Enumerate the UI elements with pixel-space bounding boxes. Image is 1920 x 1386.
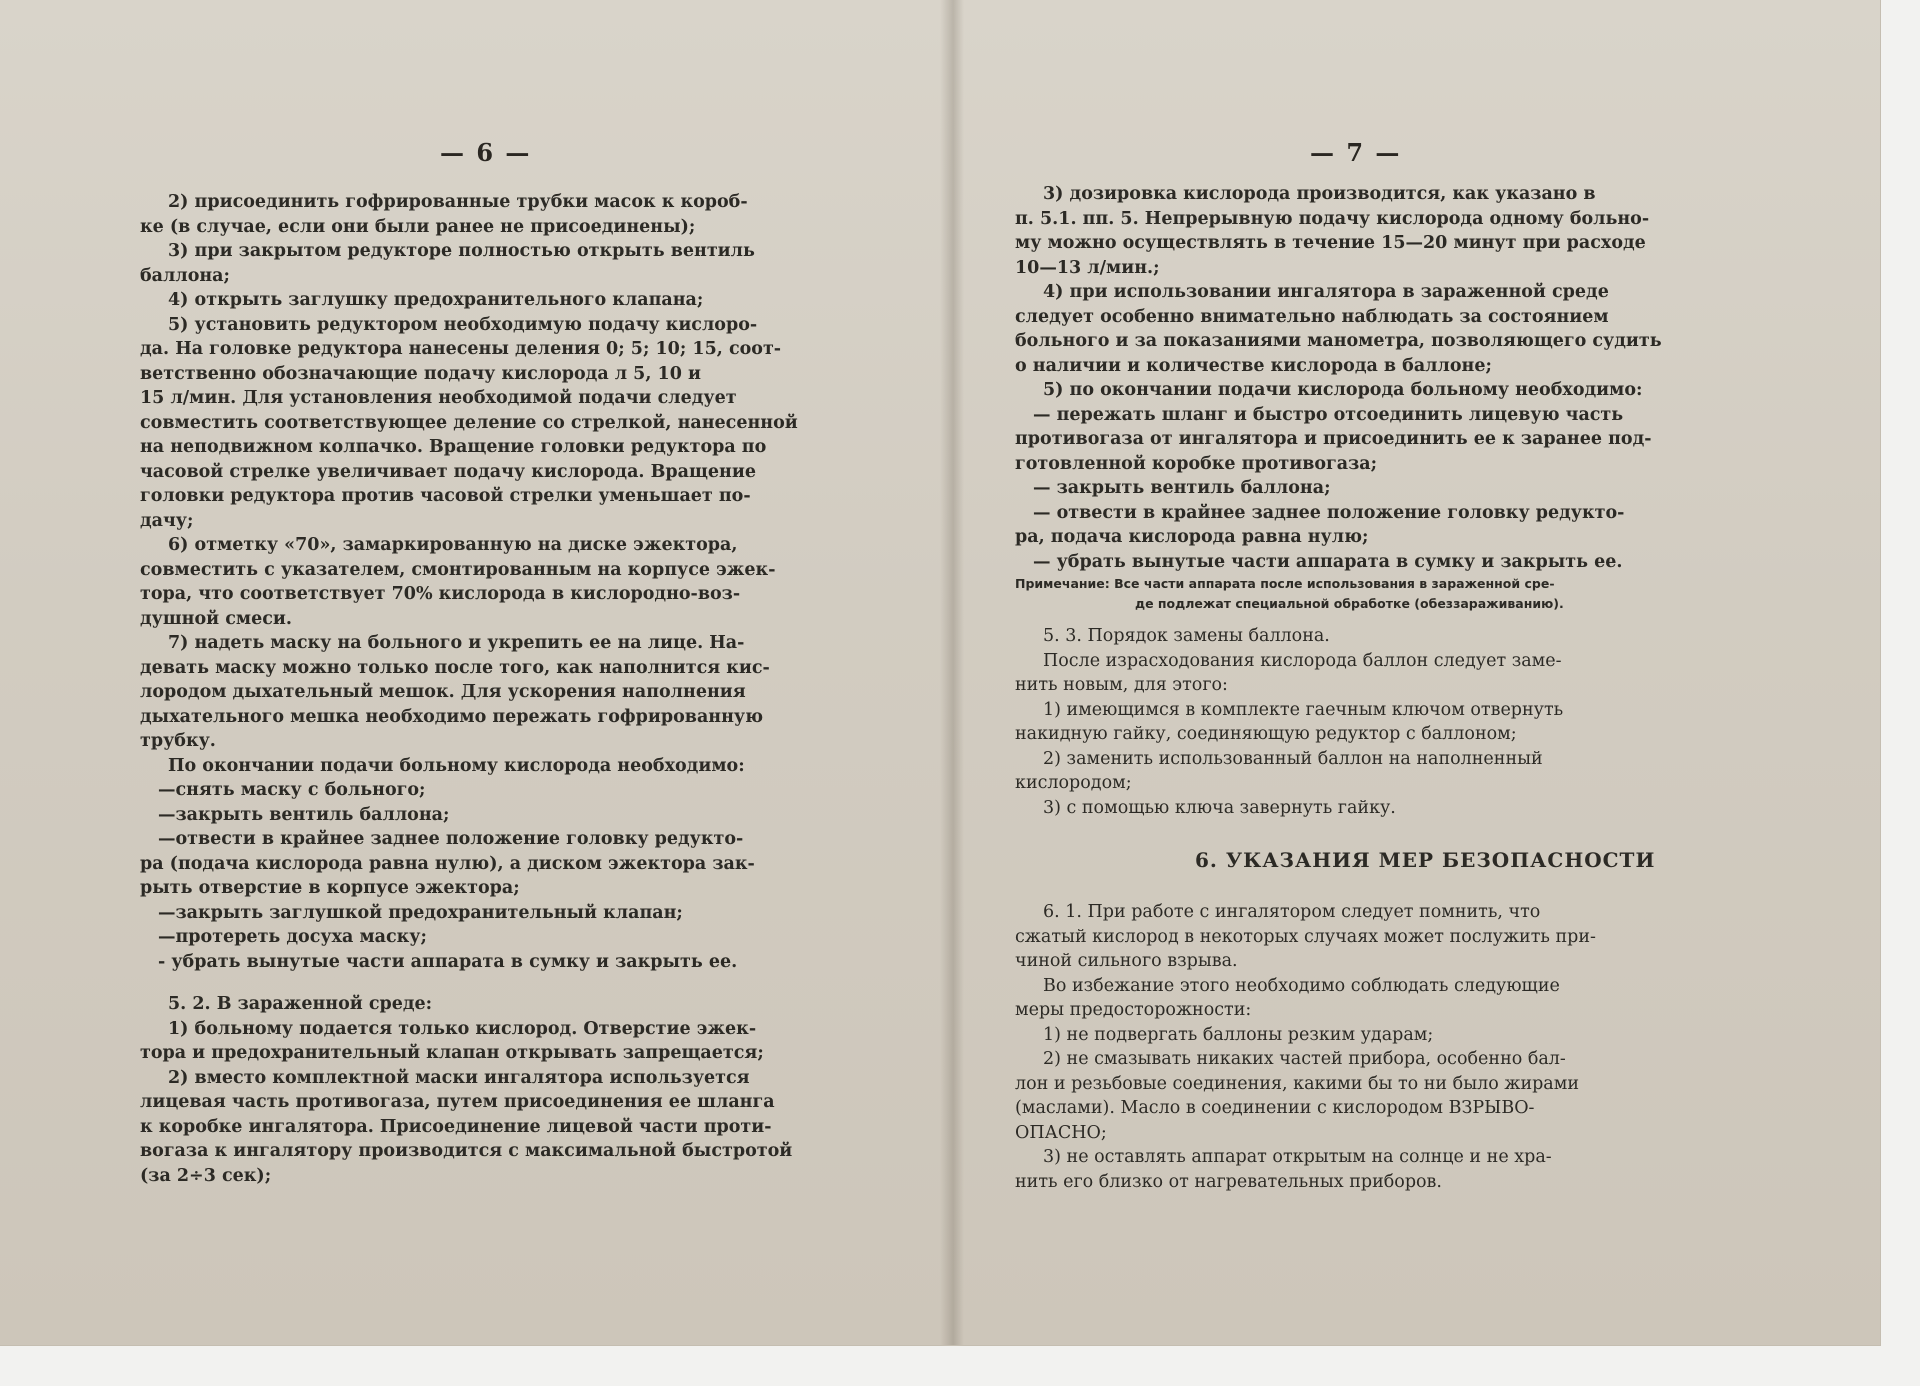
text-line: 10—13 л/мин.; — [1015, 257, 1160, 278]
text-line: вогаза к ингалятору производится с максимальной быстротой — [140, 1141, 793, 1161]
note-line: де подлежат специальной обработке (обеззараживанию). — [1135, 596, 1564, 611]
text-line: 6. 1. При работе с ингалятором следует помнить, что — [1043, 902, 1541, 922]
text-line: противогаза от ингалятора и присоединить ее к заранее под- — [1015, 429, 1652, 449]
text-line: совместить соответствующее деление со стрелкой, нанесенной — [140, 412, 798, 433]
text-line: 5) установить редуктором необходимую подачу кислоро- — [168, 314, 758, 335]
text-line: сжатый кислород в некоторых случаях может послужить при- — [1015, 926, 1596, 947]
section-heading-safety: 6. УКАЗАНИЯ МЕР БЕЗОПАСНОСТИ — [1195, 848, 1656, 872]
text-line: ра (подача кислорода равна нулю), а диском эжектора зак- — [140, 853, 755, 874]
text-line: 2) не смазывать никаких частей прибора, особенно бал- — [1043, 1049, 1566, 1069]
text-line: больного и за показаниями манометра, позволяющего судить — [1015, 331, 1662, 351]
text-line: баллона; — [140, 265, 230, 286]
text-line: ветственно обозначающие подачу кислорода л 5, 10 и — [140, 363, 701, 384]
text-line: лон и резьбовые соединения, какими бы то ни было жирами — [1015, 1073, 1580, 1094]
note-line: Примечание: Все части аппарата после использования в зараженной сре- — [1015, 576, 1555, 591]
text-line: После израсходования кислорода баллон следует заме- — [1043, 650, 1562, 671]
left-page — [0, 0, 950, 1345]
text-line: лородом дыхательный мешок. Для ускорения наполнения — [140, 682, 746, 702]
text-line: —протереть досуха маску; — [158, 927, 427, 947]
text-line: ОПАСНО; — [1015, 1122, 1107, 1143]
text-line: 4) открыть заглушку предохранительного клапана; — [168, 290, 704, 310]
text-line: дачу; — [140, 510, 194, 531]
text-line: готовленной коробке противогаза; — [1015, 453, 1378, 474]
text-line: лицевая часть противогаза, путем присоединения ее шланга — [140, 1092, 775, 1112]
text-line: 3) с помощью ключа завернуть гайку. — [1043, 797, 1396, 818]
text-line: душной смеси. — [140, 608, 292, 629]
text-line: - убрать вынутые части аппарата в сумку и закрыть ее. — [158, 951, 738, 972]
subsection-heading: 5. 3. Порядок замены баллона. — [1043, 626, 1330, 646]
text-line: — пережать шланг и быстро отсоединить лицевую часть — [1033, 404, 1624, 425]
text-line: (маслами). Масло в соединении с кислородом ВЗРЫВО- — [1015, 1098, 1535, 1118]
text-line: 5) по окончании подачи кислорода больному необходимо: — [1043, 380, 1643, 400]
text-line: 6) отметку «70», замаркированную на диске эжектора, — [168, 535, 738, 555]
text-line: 3) дозировка кислорода производится, как указано в — [1043, 184, 1596, 204]
text-line: дыхательного мешка необходимо пережать гофрированную — [140, 706, 764, 727]
text-line: 1) не подвергать баллоны резким ударам; — [1043, 1024, 1434, 1045]
text-line: По окончании подачи больному кислорода необходимо: — [168, 755, 745, 776]
text-line: следует особенно внимательно наблюдать за состоянием — [1015, 306, 1609, 327]
text-line: меры предосторожности: — [1015, 1000, 1252, 1020]
text-line: кислородом; — [1015, 773, 1132, 793]
text-line: нить его близко от нагревательных приборов. — [1015, 1171, 1442, 1192]
text-line: —отвести в крайнее заднее положение головку редукто- — [158, 829, 744, 849]
text-line: совместить с указателем, смонтированным на корпусе эжек- — [140, 559, 776, 580]
text-line: — закрыть вентиль баллона; — [1033, 478, 1331, 498]
text-line: рыть отверстие в корпусе эжектора; — [140, 878, 520, 898]
text-line: 7) надеть маску на больного и укрепить ее на лице. На- — [168, 633, 745, 653]
text-line: трубку. — [140, 731, 216, 751]
text-line: 3) при закрытом редукторе полностью открыть вентиль — [168, 241, 755, 261]
text-line: тора, что соответствует 70% кислорода в кислородно-воз- — [140, 584, 741, 604]
text-line: 1) больному подается только кислород. Отверстие эжек- — [168, 1018, 757, 1039]
text-line: 2) присоединить гофрированные трубки масок к короб- — [168, 192, 748, 212]
text-line: (за 2÷3 сек); — [140, 1165, 272, 1186]
text-line: 4) при использовании ингалятора в зараженной среде — [1043, 282, 1609, 302]
text-line: 2) вместо комплектной маски ингалятора используется — [168, 1067, 750, 1088]
text-line: — убрать вынутые части аппарата в сумку и закрыть ее. — [1033, 551, 1623, 572]
text-line: тора и предохранительный клапан открывать запрещается; — [140, 1043, 764, 1063]
text-line: накидную гайку, соединяющую редуктор с баллоном; — [1015, 724, 1517, 744]
text-line: чиной сильного взрыва. — [1015, 951, 1238, 971]
text-line: 3) не оставлять аппарат открытым на солнце и не хра- — [1043, 1147, 1552, 1167]
text-line: ке (в случае, если они были ранее не присоединены); — [140, 216, 696, 237]
right-page — [960, 0, 1880, 1345]
text-line: Во избежание этого необходимо соблюдать следующие — [1043, 975, 1560, 996]
text-line: — отвести в крайнее заднее положение головку редукто- — [1033, 502, 1625, 523]
text-line: —закрыть вентиль баллона; — [158, 804, 450, 825]
text-line: п. 5.1. пп. 5. Непрерывную подачу кислорода одному больно- — [1015, 208, 1650, 229]
right-page-text — [1015, 182, 1715, 1194]
text-line: —снять маску с больного; — [158, 780, 426, 800]
text-line: да. На головке редуктора нанесены деления 0; 5; 10; 15, соот- — [140, 339, 782, 359]
text-line: 2) заменить использованный баллон на наполненный — [1043, 748, 1543, 769]
text-line: о наличии и количестве кислорода в баллоне; — [1015, 355, 1492, 376]
text-line: нить новым, для этого: — [1015, 675, 1228, 695]
text-line: ра, подача кислорода равна нулю; — [1015, 527, 1369, 547]
text-line: к коробке ингалятора. Присоединение лицевой части проти- — [140, 1116, 772, 1137]
text-line: —закрыть заглушкой предохранительный клапан; — [158, 902, 683, 923]
left-page-text — [140, 190, 845, 1188]
text-line: му можно осуществлять в течение 15—20 минут при расходе — [1015, 233, 1646, 253]
text-line: головки редуктора против часовой стрелки уменьшает по- — [140, 486, 751, 506]
text-line: часовой стрелке увеличивает подачу кислорода. Вращение — [140, 461, 756, 482]
page-number-left: — 6 — — [440, 138, 532, 167]
text-line: девать маску можно только после того, как наполнится кис- — [140, 657, 770, 678]
text-line: на неподвижном колпачко. Вращение головки редуктора по — [140, 437, 767, 457]
page-number-right: — 7 — — [1310, 138, 1402, 167]
text-line: 1) имеющимся в комплекте гаечным ключом отвернуть — [1043, 699, 1564, 720]
subsection-heading: 5. 2. В зараженной среде: — [168, 994, 433, 1014]
text-line: 15 л/мин. Для установления необходимой подачи следует — [140, 388, 737, 408]
